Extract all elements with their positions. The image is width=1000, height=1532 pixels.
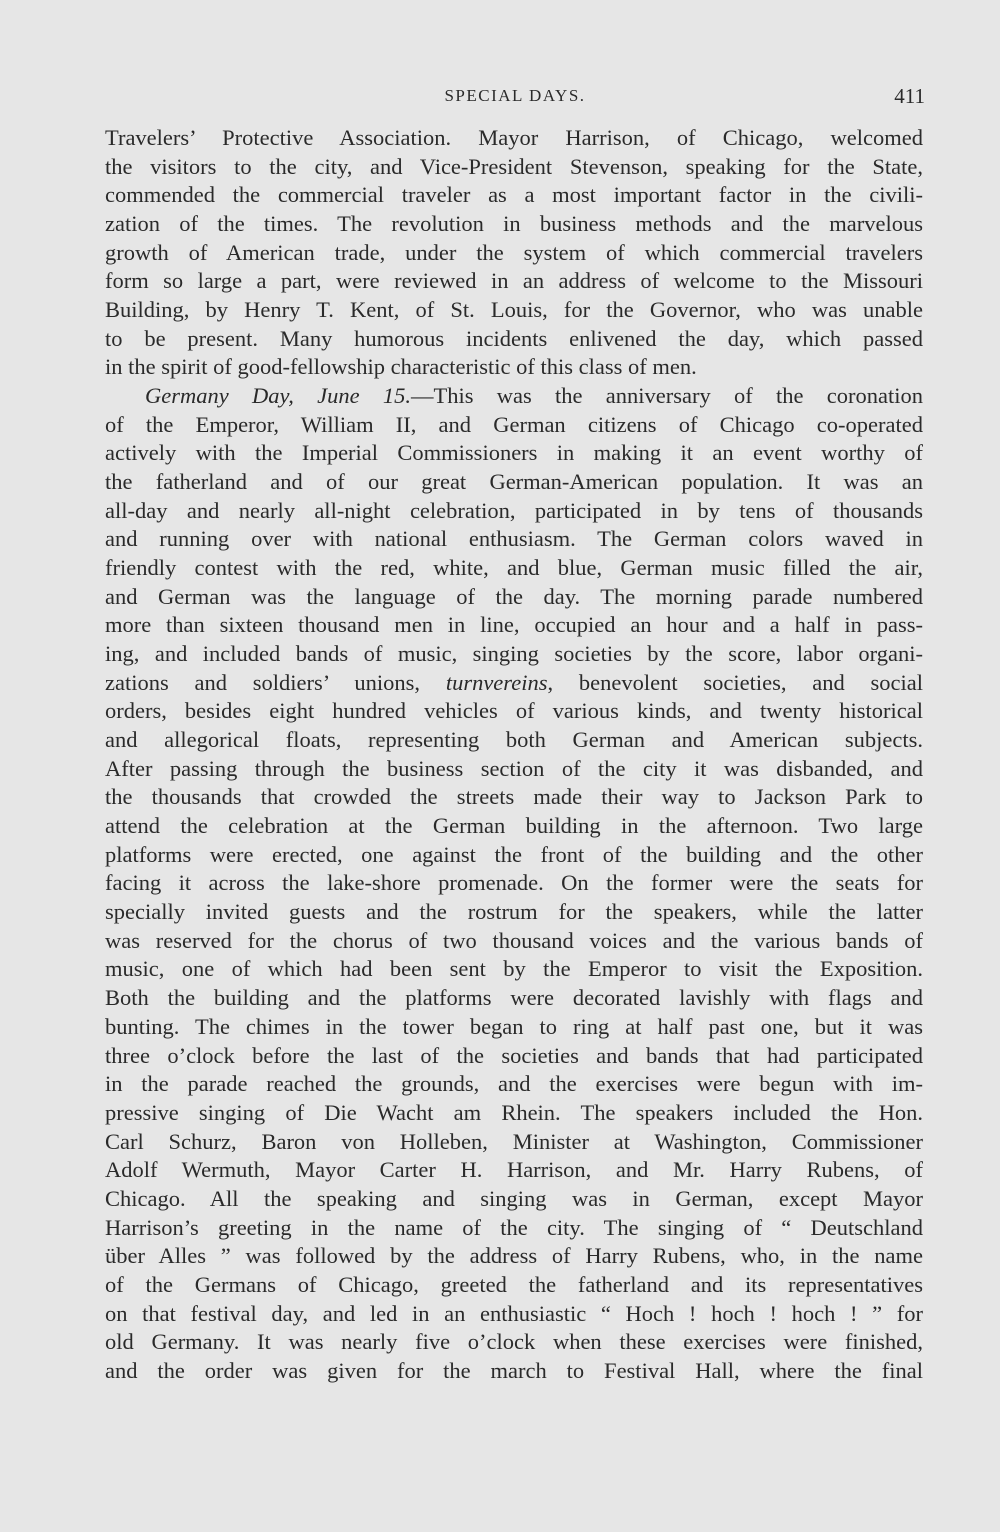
text-line: the fatherland and of our great German-American population. It was an [105,469,923,495]
text-line: orders, besides eight hundred vehicles of various kinds, and twenty historical [105,698,923,724]
text-line: Adolf Wermuth, Mayor Carter H. Harrison, and Mr. Harry Rubens, of [105,1157,923,1183]
section-heading-line [105,382,923,411]
text-line: facing it across the lake-shore promenade. On the former were the seats for [105,870,923,896]
text-line: the thousands that crowded the streets made their way to Jackson Park to [105,784,923,810]
text-line-with-italic [105,669,923,698]
text-line: zation of the times. The revolution in business methods and the marvelous [105,211,923,237]
text-line: growth of American trade, under the system of which commercial travelers [105,239,923,265]
text-line: Travelers’ Protective Association. Mayor Harrison, of Chicago, welcomed [105,125,923,150]
page-number: 411 [894,84,925,108]
text-line: in the parade reached the grounds, and the exercises were begun with im- [105,1071,923,1097]
text-line: bunting. The chimes in the tower began to ring at half past one, but it was [105,1013,923,1039]
text-line: and German was the language of the day. The morning parade numbered [105,583,923,609]
text-line: on that festival day, and led in an enthusiastic “ Hoch ! hoch ! hoch ! ” for [105,1300,923,1326]
text-line: Both the building and the platforms were decorated lavishly with flags and [105,985,923,1011]
text-line: After passing through the business section of the city it was disbanded, and [105,755,923,781]
line-segment: zations and soldiers’ unions, [105,669,446,695]
body-text [105,124,923,1386]
text-line: Chicago. All the speaking and singing was in German, except Mayor [105,1185,923,1211]
text-line: of the Germans of Chicago, greeted the fatherland and its representatives [105,1271,923,1297]
text-line: was reserved for the chorus of two thousand voices and the various bands of [105,927,923,953]
text-line: of the Emperor, William II, and German citizens of Chicago co-operated [105,411,923,437]
line-segment: , benevolent societies, and social [547,669,924,695]
text-line: commended the commercial traveler as a most important factor in the civili- [105,182,923,208]
text-line: the visitors to the city, and Vice-President Stevenson, speaking for the State, [105,153,923,179]
text-line: more than sixteen thousand men in line, occupied an hour and a half in pass- [105,612,923,638]
text-line: platforms were erected, one against the front of the building and the other [105,841,923,867]
running-head [105,84,925,112]
text-line: actively with the Imperial Commissioners in making it an event worthy of [105,440,923,466]
text-line: ing, and included bands of music, singing societies by the score, labor organi- [105,641,923,667]
text-line: über Alles ” was followed by the address of Harry Rubens, who, in the name [105,1243,923,1269]
text-line: attend the celebration at the German building in the afternoon. Two large [105,813,923,839]
text-line: old Germany. It was nearly five o’clock when these exercises were finished, [105,1329,923,1355]
text-line: and the order was given for the march to Festival Hall, where the final [105,1357,923,1383]
running-title: SPECIAL DAYS. [444,86,586,105]
text-line: specially invited guests and the rostrum for the speakers, while the latter [105,899,923,925]
text-line: pressive singing of Die Wacht am Rhein. The speakers included the Hon. [105,1099,923,1125]
text-line: and allegorical floats, representing both German and American subjects. [105,727,923,753]
text-line: Carl Schurz, Baron von Holleben, Minister at Washington, Commissioner [105,1128,923,1154]
section-heading: Germany Day, June 15. [145,383,411,409]
text-line: and running over with national enthusiasm. The German colors waved in [105,526,923,552]
text-line: three o’clock before the last of the societies and bands that had participated [105,1042,923,1068]
text-line: all-day and nearly all-night celebration, participated in by tens of thousands [105,497,923,523]
text-line: friendly contest with the red, white, and blue, German music filled the air, [105,555,923,581]
text-line: music, one of which had been sent by the Emperor to visit the Exposition. [105,956,923,982]
text-line: Harrison’s greeting in the name of the city. The singing of “ Deutschland [105,1214,923,1240]
text-line: Building, by Henry T. Kent, of St. Louis, for the Governor, who was unable [105,297,923,323]
text-line: form so large a part, were reviewed in an address of welcome to the Missouri [105,268,923,294]
text-line: to be present. Many humorous incidents enlivened the day, which passed [105,325,923,351]
text-line: in the spirit of good-fellowship characteristic of this class of men. [105,354,697,380]
italic-term: turnvereins [445,669,548,695]
section-heading-rest: —This was the anniversary of the coronation [411,383,923,409]
